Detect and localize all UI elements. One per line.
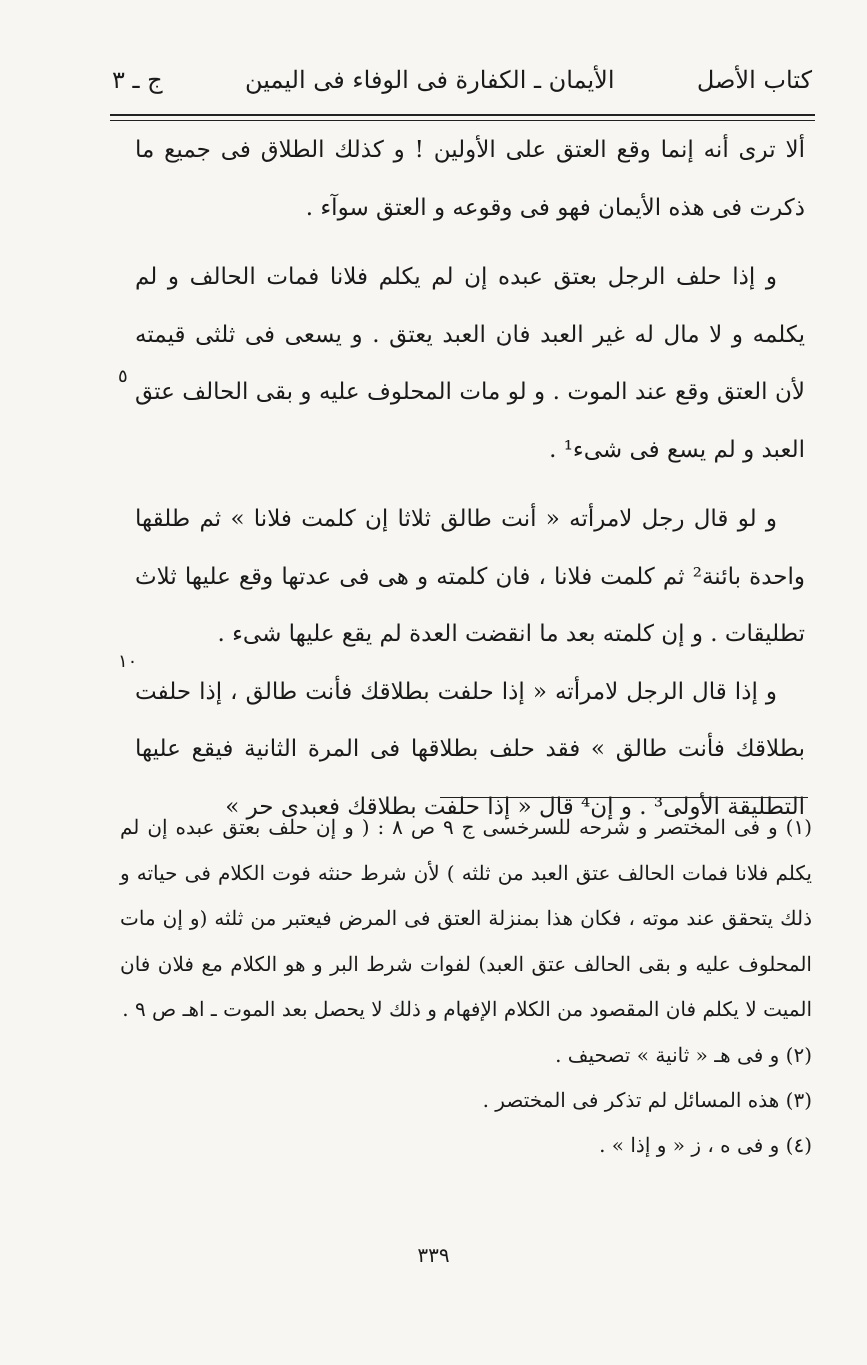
paragraph-2: و إذا حلف الرجل بعتق عبده إن لم يكلم فلانا فمات الحالف و لم يكلمه و لا مال له غير العبد فان العبد يعتق . و يسعى فى ثلثى قيمته لأن العتق وقع عند الموت . و لو مات المحلوف عليه و بقى الحالف عتق العبد و لم يسع فى شىء¹ . (135, 264, 805, 463)
footnote-separator (440, 797, 808, 798)
header-chapter-title: الأيمان ـ الكفارة فى الوفاء فى اليمين (245, 66, 615, 94)
paragraph-1: ألا ترى أنه إنما وقع العتق على الأولين ! و كذلك الطلاق فى جميع ما ذكرت فى هذه الأيمان فهو فى وقوعه و العتق سوآء . (135, 137, 805, 221)
header-rule-thin (110, 120, 815, 121)
line-number-10: ١٠ (118, 651, 138, 672)
main-text (135, 122, 805, 836)
footnote-2: (٢) و فى هـ « ثانية » تصحيف . (555, 1042, 812, 1067)
paragraph-3: و لو قال رجل لامرأته « أنت طالق ثلاثا إن كلمت فلانا » ثم طلقها واحدة بائنة² ثم كلمت فلانا ، فان كلمته و هى فى عدتها وقع عليها ثلاث تطليقات . و إن كلمته بعد ما انقضت العدة لم يقع عليها شىء . (135, 506, 805, 647)
footnote-3: (٣) هذه المسائل لم تذكر فى المختصر . (482, 1087, 812, 1112)
line-number-5: ٥ (118, 366, 128, 387)
footnotes (120, 805, 812, 1168)
footnote-1: (١) و فى المختصر و شرحه للسرخسى ج ٩ ص ٨ : ( و إن حلف بعتق عبده إن لم يكلم فلانا فمات الحالف عتق العبد من ثلثه ) لأن شرط حنثه فوت الكلام فى حياته و ذلك يتحقق عند موته ، فكان هذا بمنزلة العتق فى المرض فيعتبر من ثلثه (و إن مات المحلوف عليه و بقى الحالف عتق العبد) لفوات شرط البر و هو الكلام مع فلان فان الميت لا يكلم فان المقصود من الكلام الإفهام و ذلك لا يحصل بعد الموت ـ اهـ ص ٩ . (120, 815, 812, 1021)
header-rule (110, 114, 815, 116)
running-header (112, 52, 812, 108)
paragraph-4: و إذا قال الرجل لامرأته « إذا حلفت بطلاقك فأنت طالق ، إذا حلفت بطلاقك فأنت طالق » فقد حلف بطلاقها فى المرة الثانية فيقع عليها التطليقة الأولى³ . و إن⁴ قال « إذا حلفت بطلاقك فعبدى حر » (135, 678, 805, 820)
header-volume: ج ـ ٣ (112, 66, 163, 94)
page-number: ٣٣٩ (417, 1243, 450, 1267)
footnote-4: (٤) و فى ه ، ز « و إذا » . (599, 1132, 812, 1157)
header-book-title: كتاب الأصل (696, 66, 812, 94)
